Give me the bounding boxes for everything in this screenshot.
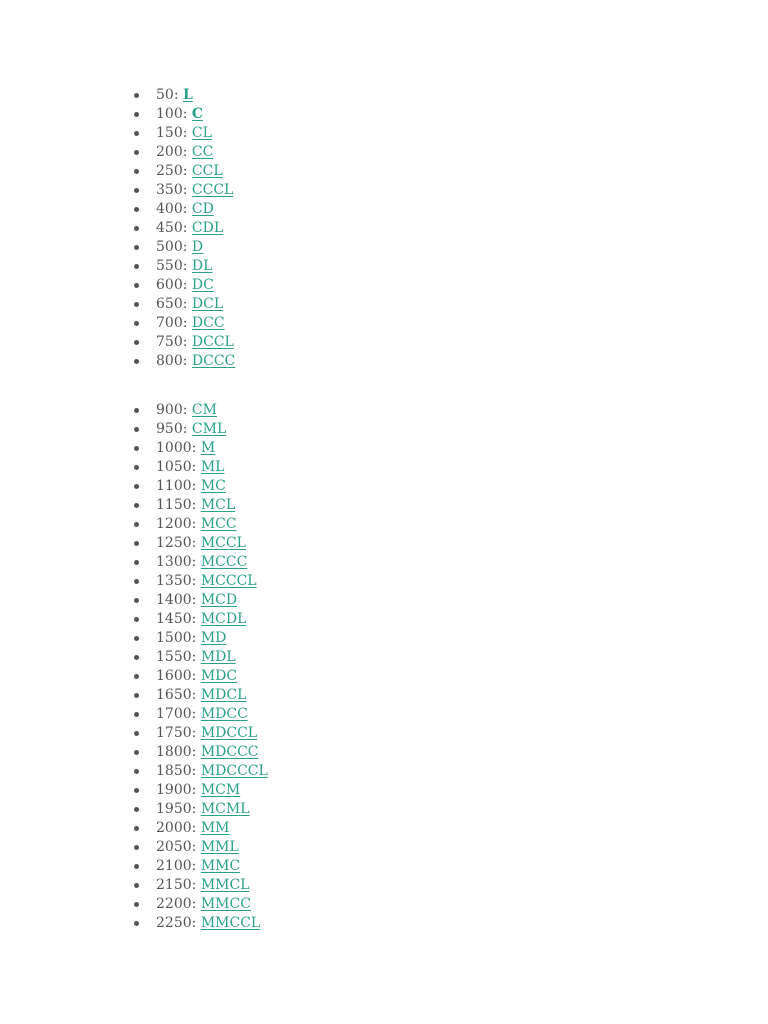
roman-numeral-link[interactable]: CC xyxy=(191,144,214,160)
number-label: 950: xyxy=(156,421,188,437)
bullet-icon xyxy=(134,807,139,812)
roman-numeral-link[interactable]: MDCL xyxy=(200,687,247,703)
list-item xyxy=(131,477,268,496)
number-label: 400: xyxy=(156,201,188,217)
bullet-icon xyxy=(134,769,139,774)
number-label: 350: xyxy=(156,182,188,198)
number-label: 1150: xyxy=(156,497,197,513)
list-item xyxy=(131,219,235,238)
bullet-icon xyxy=(134,446,139,451)
list-item xyxy=(131,800,268,819)
bullet-icon xyxy=(134,484,139,489)
roman-numeral-link[interactable]: DCL xyxy=(191,296,224,312)
list-item xyxy=(131,439,268,458)
roman-numeral-link[interactable]: MDCCCL xyxy=(200,763,268,779)
number-label: 1500: xyxy=(156,630,197,646)
number-label: 1900: xyxy=(156,782,197,798)
list-item xyxy=(131,515,268,534)
number-label: 2100: xyxy=(156,858,197,874)
bullet-icon xyxy=(134,245,139,250)
number-label: 1350: xyxy=(156,573,197,589)
bullet-icon xyxy=(134,921,139,926)
list-item xyxy=(131,534,268,553)
number-label: 1700: xyxy=(156,706,197,722)
roman-numeral-link[interactable]: CCL xyxy=(191,163,223,179)
roman-numeral-link[interactable]: MCC xyxy=(200,516,237,532)
list-item xyxy=(131,401,268,420)
roman-numeral-link[interactable]: MMCCL xyxy=(200,915,261,931)
list-item xyxy=(131,667,268,686)
roman-numeral-link[interactable]: MCD xyxy=(200,592,238,608)
roman-numeral-link[interactable]: ML xyxy=(200,459,225,475)
number-label: 100: xyxy=(156,106,188,122)
list-item xyxy=(131,162,235,181)
roman-numeral-link[interactable]: MCML xyxy=(200,801,250,817)
list-item xyxy=(131,420,268,439)
bullet-icon xyxy=(134,522,139,527)
list-item xyxy=(131,276,235,295)
list-item xyxy=(131,914,268,933)
list-item xyxy=(131,86,235,105)
number-label: 1650: xyxy=(156,687,197,703)
list-item xyxy=(131,553,268,572)
number-label: 150: xyxy=(156,125,188,141)
roman-numeral-link[interactable]: MCCCL xyxy=(200,573,257,589)
bullet-icon xyxy=(134,321,139,326)
roman-numeral-link[interactable]: MD xyxy=(200,630,227,646)
roman-numeral-link[interactable]: MCM xyxy=(200,782,241,798)
roman-numeral-link[interactable]: MDCCC xyxy=(200,744,259,760)
number-label: 550: xyxy=(156,258,188,274)
list-item xyxy=(131,314,235,333)
roman-numeral-link[interactable]: MDCCL xyxy=(200,725,258,741)
bullet-icon xyxy=(134,655,139,660)
bullet-icon xyxy=(134,864,139,869)
bullet-icon xyxy=(134,598,139,603)
bullet-icon xyxy=(134,188,139,193)
list-item xyxy=(131,895,268,914)
number-label: 600: xyxy=(156,277,188,293)
list-item xyxy=(131,352,235,371)
number-label: 200: xyxy=(156,144,188,160)
list-item xyxy=(131,238,235,257)
number-label: 2000: xyxy=(156,820,197,836)
number-label: 1100: xyxy=(156,478,197,494)
list-item xyxy=(131,458,268,477)
bullet-icon xyxy=(134,731,139,736)
bullet-icon xyxy=(134,207,139,212)
bullet-icon xyxy=(134,302,139,307)
bullet-icon xyxy=(134,465,139,470)
bullet-icon xyxy=(134,283,139,288)
bullet-icon xyxy=(134,541,139,546)
roman-numeral-link[interactable]: DL xyxy=(191,258,213,274)
roman-numeral-link[interactable]: CDL xyxy=(191,220,224,236)
number-label: 50: xyxy=(156,87,179,103)
number-label: 1800: xyxy=(156,744,197,760)
number-label: 1850: xyxy=(156,763,197,779)
list-item xyxy=(131,333,235,352)
bullet-icon xyxy=(134,750,139,755)
bullet-icon xyxy=(134,427,139,432)
bullet-icon xyxy=(134,636,139,641)
list-item xyxy=(131,743,268,762)
number-label: 1300: xyxy=(156,554,197,570)
roman-numeral-link[interactable]: CM xyxy=(191,402,217,418)
bullet-icon xyxy=(134,712,139,717)
list-item xyxy=(131,838,268,857)
number-label: 900: xyxy=(156,402,188,418)
bullet-icon xyxy=(134,693,139,698)
roman-numeral-link[interactable]: DCCL xyxy=(191,334,234,350)
roman-numeral-link[interactable]: L xyxy=(182,87,193,103)
bullet-icon xyxy=(134,902,139,907)
number-label: 2050: xyxy=(156,839,197,855)
roman-numeral-link[interactable]: MCL xyxy=(200,497,236,513)
roman-numeral-link[interactable]: CML xyxy=(191,421,227,437)
bullet-icon xyxy=(134,674,139,679)
number-label: 2150: xyxy=(156,877,197,893)
list-item xyxy=(131,686,268,705)
roman-numeral-link[interactable]: MMCC xyxy=(200,896,251,912)
list-item xyxy=(131,124,235,143)
bullet-icon xyxy=(134,226,139,231)
list-item xyxy=(131,572,268,591)
roman-numeral-link[interactable]: MM xyxy=(200,820,230,836)
list-item xyxy=(131,496,268,515)
bullet-icon xyxy=(134,112,139,117)
list-item xyxy=(131,200,235,219)
bullet-icon xyxy=(134,340,139,345)
number-label: 500: xyxy=(156,239,188,255)
list-item xyxy=(131,819,268,838)
number-label: 1750: xyxy=(156,725,197,741)
number-label: 1250: xyxy=(156,535,197,551)
bullet-icon xyxy=(134,169,139,174)
roman-numeral-link[interactable]: MCCC xyxy=(200,554,248,570)
number-label: 450: xyxy=(156,220,188,236)
roman-numeral-link[interactable]: MDC xyxy=(200,668,238,684)
bullet-icon xyxy=(134,264,139,269)
bullet-icon xyxy=(134,826,139,831)
bullet-icon xyxy=(134,408,139,413)
roman-numeral-link[interactable]: CD xyxy=(191,201,214,217)
number-label: 2250: xyxy=(156,915,197,931)
list-item xyxy=(131,762,268,781)
list-item xyxy=(131,857,268,876)
roman-numeral-link[interactable]: MMC xyxy=(200,858,241,874)
number-label: 1000: xyxy=(156,440,197,456)
roman-numeral-link[interactable]: C xyxy=(191,106,204,122)
roman-numeral-link[interactable]: CL xyxy=(191,125,212,141)
bullet-icon xyxy=(134,560,139,565)
bullet-icon xyxy=(134,150,139,155)
roman-numeral-link[interactable]: MMCL xyxy=(200,877,250,893)
number-label: 700: xyxy=(156,315,188,331)
list-item xyxy=(131,143,235,162)
number-label: 1950: xyxy=(156,801,197,817)
numeral-list-2 xyxy=(131,401,268,933)
list-item xyxy=(131,257,235,276)
bullet-icon xyxy=(134,359,139,364)
number-label: 1450: xyxy=(156,611,197,627)
roman-numeral-link[interactable]: DCC xyxy=(191,315,225,331)
number-label: 1200: xyxy=(156,516,197,532)
bullet-icon xyxy=(134,845,139,850)
list-item xyxy=(131,629,268,648)
list-item xyxy=(131,876,268,895)
roman-numeral-link[interactable]: MCDL xyxy=(200,611,247,627)
bullet-icon xyxy=(134,131,139,136)
number-label: 650: xyxy=(156,296,188,312)
roman-numeral-link[interactable]: M xyxy=(200,440,216,456)
bullet-icon xyxy=(134,503,139,508)
bullet-icon xyxy=(134,579,139,584)
list-item xyxy=(131,705,268,724)
roman-numeral-link[interactable]: D xyxy=(191,239,204,255)
number-label: 2200: xyxy=(156,896,197,912)
bullet-icon xyxy=(134,883,139,888)
bullet-icon xyxy=(134,788,139,793)
numeral-list-1 xyxy=(131,86,235,371)
roman-numeral-link[interactable]: MDL xyxy=(200,649,236,665)
list-item xyxy=(131,295,235,314)
number-label: 800: xyxy=(156,353,188,369)
list-item xyxy=(131,648,268,667)
list-item xyxy=(131,181,235,200)
list-item xyxy=(131,105,235,124)
list-item xyxy=(131,591,268,610)
list-item xyxy=(131,724,268,743)
number-label: 750: xyxy=(156,334,188,350)
number-label: 1400: xyxy=(156,592,197,608)
roman-numeral-link[interactable]: MDCC xyxy=(200,706,248,722)
number-label: 1550: xyxy=(156,649,197,665)
roman-numeral-link[interactable]: DCCC xyxy=(191,353,236,369)
number-label: 1600: xyxy=(156,668,197,684)
list-item xyxy=(131,610,268,629)
roman-numeral-link[interactable]: MML xyxy=(200,839,239,855)
roman-numeral-link[interactable]: MCCL xyxy=(200,535,246,551)
number-label: 250: xyxy=(156,163,188,179)
roman-numeral-link[interactable]: MC xyxy=(200,478,226,494)
bullet-icon xyxy=(134,617,139,622)
roman-numeral-link[interactable]: DC xyxy=(191,277,214,293)
bullet-icon xyxy=(134,93,139,98)
list-item xyxy=(131,781,268,800)
number-label: 1050: xyxy=(156,459,197,475)
roman-numeral-link[interactable]: CCCL xyxy=(191,182,234,198)
